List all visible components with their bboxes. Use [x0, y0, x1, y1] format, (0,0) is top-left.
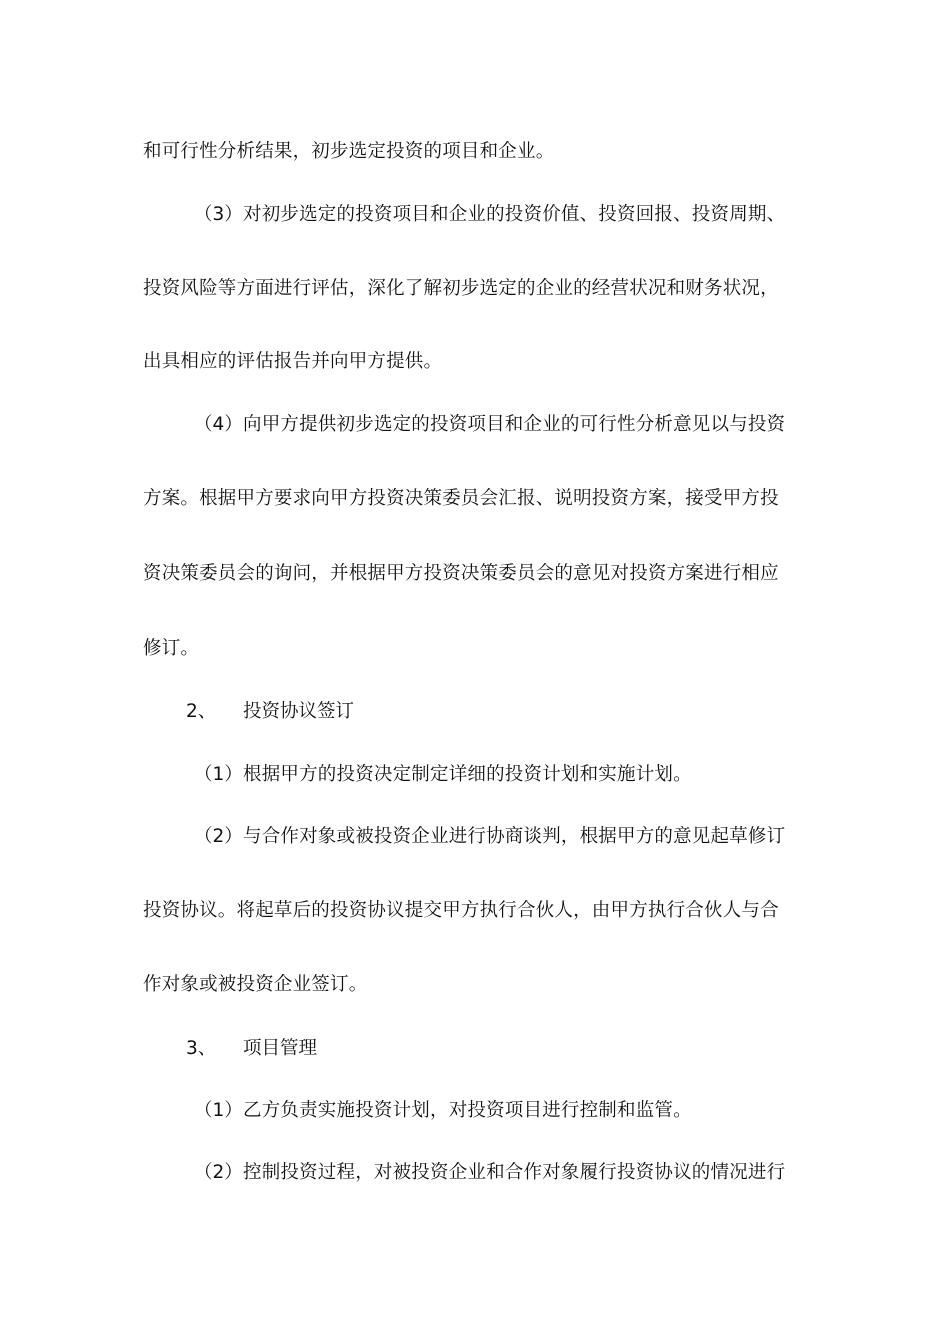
paragraph-text: 对初步选定的投资项目和企业的投资价值、投资回报、投资周期、: [243, 204, 786, 225]
paragraph-text: 控制投资过程，对被投资企业和合作对象履行投资协议的情况进行: [243, 1162, 786, 1183]
paragraph-number: （2）: [194, 1162, 243, 1183]
body-text-line: 投资风险等方面进行评估，深化了解初步选定的企业的经营状况和财务状况，: [143, 278, 779, 299]
body-text-line: 和可行性分析结果，初步选定投资的项目和企业。: [143, 141, 555, 162]
section-number: 2、: [186, 701, 217, 722]
paragraph-number: （1）: [194, 1100, 243, 1121]
paragraph-text: 乙方负责实施投资计划，对投资项目进行控制和监管。: [243, 1100, 692, 1121]
body-text-line: 修订。: [143, 638, 200, 659]
body-text-line: 资决策委员会的询问，并根据甲方投资决策委员会的意见对投资方案进行相应: [143, 563, 779, 584]
paragraph-text: 向甲方提供初步选定的投资项目和企业的可行性分析意见以与投资: [243, 414, 786, 435]
body-text-line: 作对象或被投资企业签订。: [143, 974, 368, 995]
section-number: 3、: [186, 1038, 217, 1059]
body-text-line: 投资协议。将起草后的投资协议提交甲方执行合伙人，由甲方执行合伙人与合: [143, 900, 779, 921]
paragraph-number: （2）: [194, 826, 243, 847]
section-title: 投资协议签订: [243, 701, 355, 722]
section-title: 项目管理: [243, 1038, 318, 1059]
paragraph-text: 根据甲方的投资决定制定详细的投资计划和实施计划。: [243, 764, 692, 785]
paragraph-number: （4）: [194, 414, 243, 435]
paragraph-number: （3）: [194, 204, 243, 225]
body-text-line: 出具相应的评估报告并向甲方提供。: [143, 351, 443, 372]
body-text-line: 方案。根据甲方要求向甲方投资决策委员会汇报、说明投资方案，接受甲方投: [143, 488, 779, 509]
paragraph-number: （1）: [194, 764, 243, 785]
paragraph-text: 与合作对象或被投资企业进行协商谈判，根据甲方的意见起草修订: [243, 826, 786, 847]
